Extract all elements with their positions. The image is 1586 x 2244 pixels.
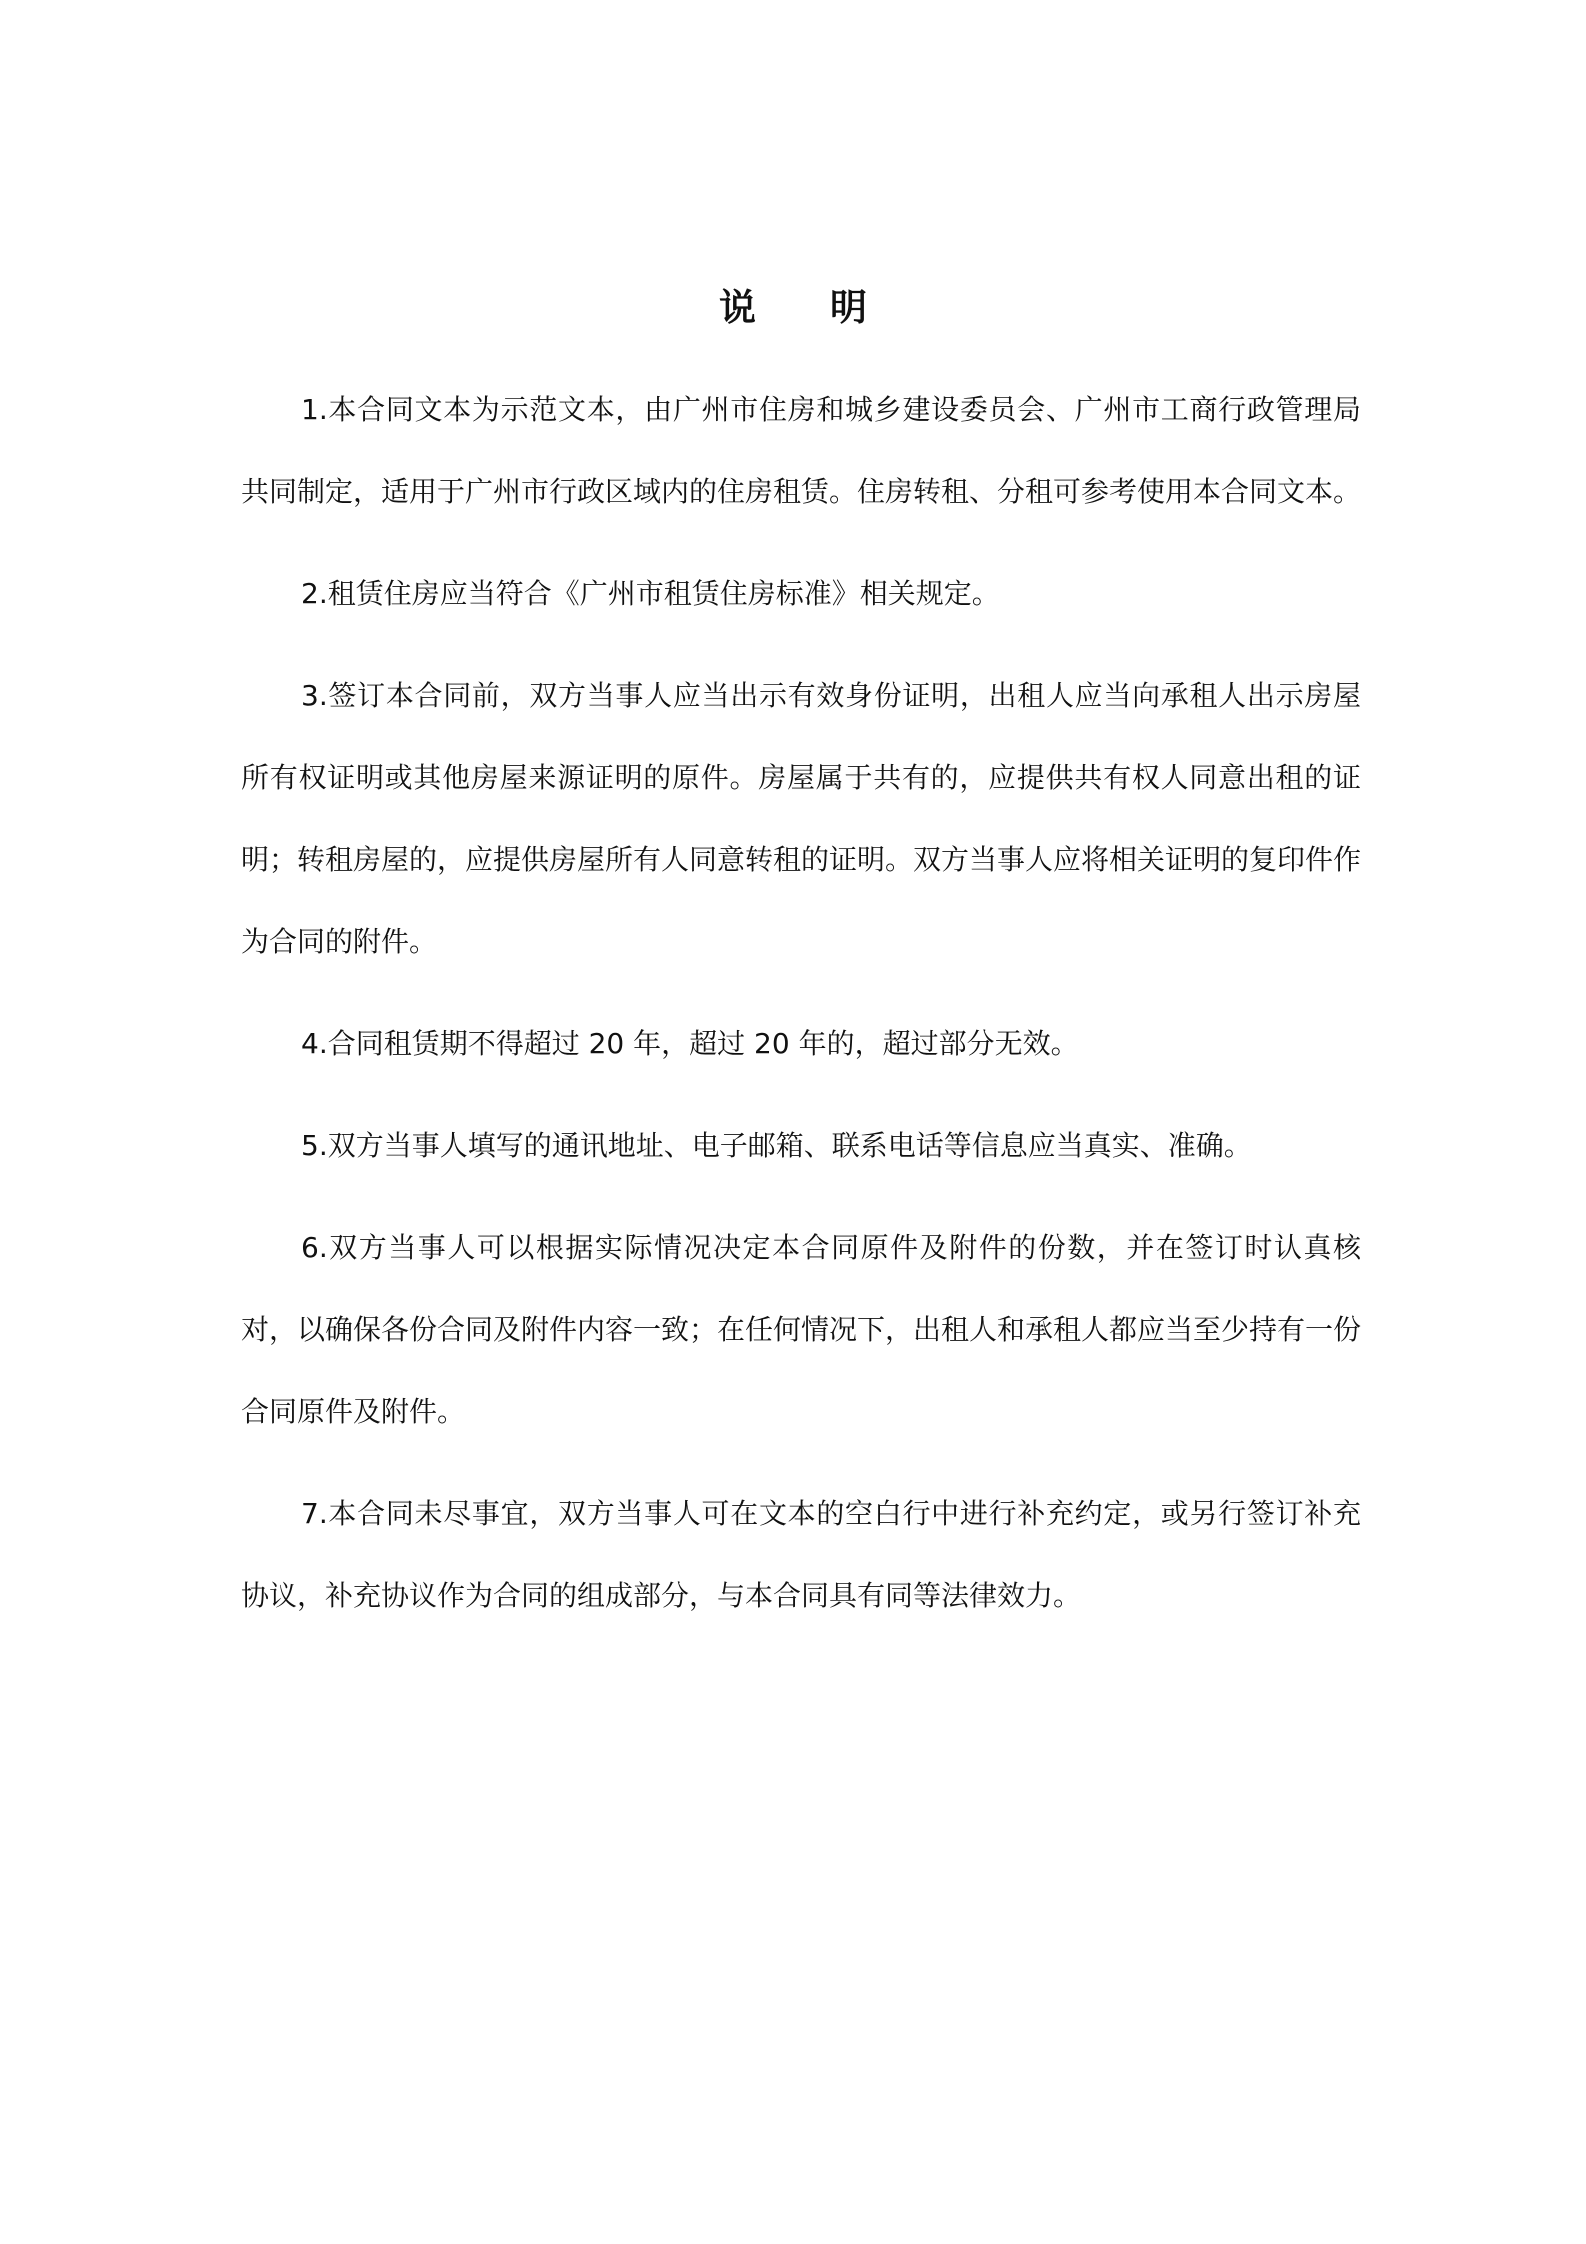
instruction-item-4: 4.合同租赁期不得超过 20 年，超过 20 年的，超过部分无效。: [301, 1027, 1079, 1060]
page-title: 说 明: [719, 286, 867, 329]
instructions-body: [241, 369, 1361, 1657]
instruction-item-2: 2.租赁住房应当符合《广州市租赁住房标准》相关规定。: [301, 577, 1000, 610]
instruction-item-7: 7.本合同未尽事宜，双方当事人可在文本的空白行中进行补充约定，或另行签订补充协议，补充协议作为合同的组成部分，与本合同具有同等法律效力。: [241, 1497, 1361, 1612]
instruction-item-6: 6.双方当事人可以根据实际情况决定本合同原件及附件的份数，并在签订时认真核对，以确保各份合同及附件内容一致；在任何情况下，出租人和承租人都应当至少持有一份合同原件及附件。: [241, 1231, 1362, 1428]
instruction-item-1: 1.本合同文本为示范文本，由广州市住房和城乡建设委员会、广州市工商行政管理局共同制定，适用于广州市行政区域内的住房租赁。住房转租、分租可参考使用本合同文本。: [241, 393, 1362, 508]
instruction-item-3: 3.签订本合同前，双方当事人应当出示有效身份证明，出租人应当向承租人出示房屋所有权证明或其他房屋来源证明的原件。房屋属于共有的，应提供共有权人同意出租的证明；转租房屋的，应提供房屋所有人同意转租的证明。双方当事人应将相关证明的复印件作为合同的附件。: [241, 679, 1362, 958]
instruction-item-5: 5.双方当事人填写的通讯地址、电子邮箱、联系电话等信息应当真实、准确。: [301, 1129, 1252, 1162]
